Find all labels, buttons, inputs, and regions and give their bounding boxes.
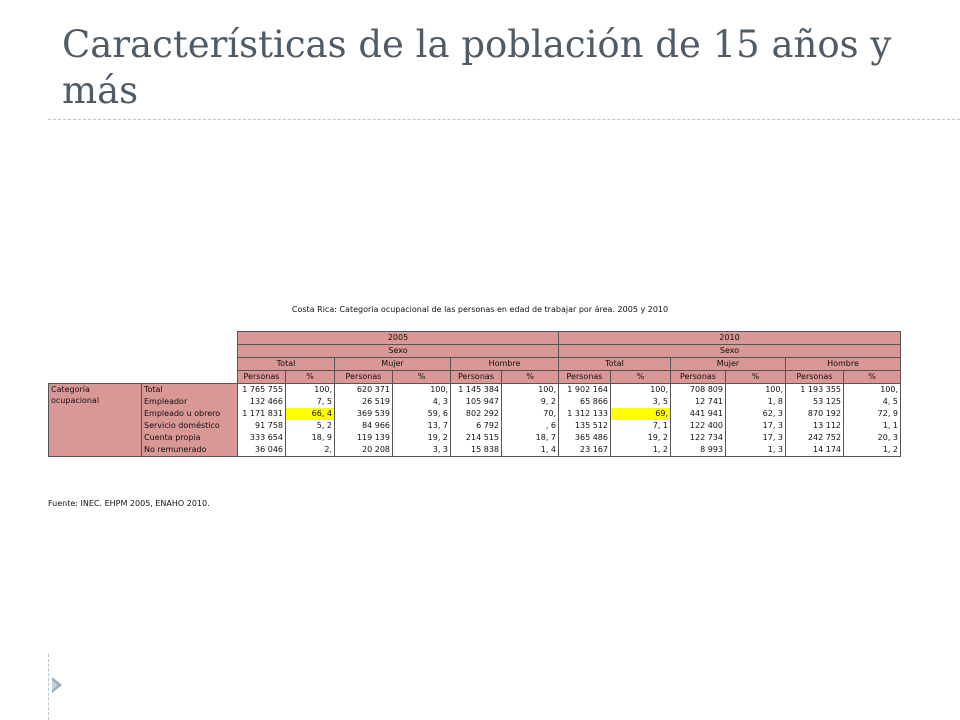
table-cell: 708 809 bbox=[671, 384, 726, 397]
table-cell: 132 466 bbox=[238, 396, 286, 408]
row-label: No remunerado bbox=[142, 444, 238, 457]
table-cell: 369 539 bbox=[335, 408, 393, 420]
table-cell: 59, 6 bbox=[393, 408, 451, 420]
unit-header: Personas bbox=[335, 371, 393, 384]
table-cell: 9, 2 bbox=[502, 396, 559, 408]
table-cell: 365 486 bbox=[559, 432, 611, 444]
table-cell: 19, 2 bbox=[611, 432, 671, 444]
table-cell: 20, 3 bbox=[844, 432, 901, 444]
table-cell: 26 519 bbox=[335, 396, 393, 408]
table-cell: 4, 3 bbox=[393, 396, 451, 408]
table-row bbox=[49, 408, 901, 420]
year-header-row bbox=[49, 332, 901, 345]
table-cell: 13 112 bbox=[786, 420, 844, 432]
table-cell: 1 312 133 bbox=[559, 408, 611, 420]
table-cell: 1, 2 bbox=[844, 444, 901, 457]
table-cell: 14 174 bbox=[786, 444, 844, 457]
table-cell: 620 371 bbox=[335, 384, 393, 397]
table-cell: 3, 5 bbox=[611, 396, 671, 408]
unit-header: Personas bbox=[559, 371, 611, 384]
unit-header: % bbox=[393, 371, 451, 384]
sexo-header-2010: Sexo bbox=[559, 345, 901, 358]
table-cell: 66, 4 bbox=[286, 408, 335, 420]
slide-bullet-icon-inner bbox=[52, 680, 58, 690]
table-cell: 8 993 bbox=[671, 444, 726, 457]
row-label: Empleado u obrero bbox=[142, 408, 238, 420]
group-header: Total bbox=[238, 358, 335, 371]
margin-divider bbox=[48, 654, 49, 720]
unit-header: Personas bbox=[238, 371, 286, 384]
table-cell: 5, 2 bbox=[286, 420, 335, 432]
table-cell: 870 192 bbox=[786, 408, 844, 420]
table-cell: 1 193 355 bbox=[786, 384, 844, 397]
table-cell: 18, 9 bbox=[286, 432, 335, 444]
table-cell: 36 046 bbox=[238, 444, 286, 457]
row-label: Cuenta propia bbox=[142, 432, 238, 444]
table-cell: 13, 7 bbox=[393, 420, 451, 432]
source-note: Fuente: INEC. EHPM 2005, ENAHO 2010. bbox=[48, 499, 210, 508]
table-cell: 18, 7 bbox=[502, 432, 559, 444]
table-cell: 70, bbox=[502, 408, 559, 420]
table-cell: 135 512 bbox=[559, 420, 611, 432]
unit-header: % bbox=[726, 371, 786, 384]
table-cell: 100, bbox=[393, 384, 451, 397]
table-cell: 65 866 bbox=[559, 396, 611, 408]
table-cell: 72, 9 bbox=[844, 408, 901, 420]
table-cell: 1, 1 bbox=[844, 420, 901, 432]
table-cell: , 6 bbox=[502, 420, 559, 432]
table-cell: 7, 5 bbox=[286, 396, 335, 408]
table-cell: 17, 3 bbox=[726, 432, 786, 444]
table-cell: 100, bbox=[844, 384, 901, 397]
table-cell: 17, 3 bbox=[726, 420, 786, 432]
table-cell: 62, 3 bbox=[726, 408, 786, 420]
table-cell: 7, 1 bbox=[611, 420, 671, 432]
table-cell: 1 145 384 bbox=[451, 384, 502, 397]
table-cell: 122 734 bbox=[671, 432, 726, 444]
unit-header: % bbox=[502, 371, 559, 384]
table-cell: 1, 4 bbox=[502, 444, 559, 457]
table-cell: 4, 5 bbox=[844, 396, 901, 408]
table-cell: 105 947 bbox=[451, 396, 502, 408]
group-header: Mujer bbox=[671, 358, 786, 371]
table-cell: 214 515 bbox=[451, 432, 502, 444]
unit-header: Personas bbox=[786, 371, 844, 384]
table-cell: 1 171 831 bbox=[238, 408, 286, 420]
table-cell: 122 400 bbox=[671, 420, 726, 432]
table-row bbox=[49, 444, 901, 457]
table-cell: 69, bbox=[611, 408, 671, 420]
table-cell: 1, 8 bbox=[726, 396, 786, 408]
table-row bbox=[49, 420, 901, 432]
row-label: Empleador bbox=[142, 396, 238, 408]
table-cell: 1, 3 bbox=[726, 444, 786, 457]
year-header-2005: 2005 bbox=[238, 332, 559, 345]
table-cell: 333 654 bbox=[238, 432, 286, 444]
table-cell: 1, 2 bbox=[611, 444, 671, 457]
table-row bbox=[49, 396, 901, 408]
unit-header: % bbox=[611, 371, 671, 384]
sexo-header-row bbox=[49, 345, 901, 358]
table-cell: 84 966 bbox=[335, 420, 393, 432]
category-label: Categoría ocupacional bbox=[49, 384, 142, 457]
slide-title: Características de la población de 15 años y más bbox=[62, 23, 892, 112]
group-header-row bbox=[49, 358, 901, 371]
occupational-category-table bbox=[48, 331, 901, 457]
group-header: Hombre bbox=[451, 358, 559, 371]
row-label: Servicio doméstico bbox=[142, 420, 238, 432]
table-cell: 119 139 bbox=[335, 432, 393, 444]
title-divider bbox=[48, 119, 960, 120]
group-header: Mujer bbox=[335, 358, 451, 371]
table-cell: 100, bbox=[611, 384, 671, 397]
group-header: Hombre bbox=[786, 358, 901, 371]
unit-header: % bbox=[286, 371, 335, 384]
table-cell: 53 125 bbox=[786, 396, 844, 408]
table-cell: 3, 3 bbox=[393, 444, 451, 457]
table-cell: 1 765 755 bbox=[238, 384, 286, 397]
table-row bbox=[49, 384, 901, 397]
table-cell: 91 758 bbox=[238, 420, 286, 432]
table-cell: 20 208 bbox=[335, 444, 393, 457]
unit-header: Personas bbox=[671, 371, 726, 384]
table-cell: 2, bbox=[286, 444, 335, 457]
year-header-2010: 2010 bbox=[559, 332, 901, 345]
table-cell: 15 838 bbox=[451, 444, 502, 457]
group-header: Total bbox=[559, 358, 671, 371]
unit-header-row bbox=[49, 371, 901, 384]
table-cell: 6 792 bbox=[451, 420, 502, 432]
table-cell: 100, bbox=[726, 384, 786, 397]
table-body bbox=[49, 384, 901, 457]
table-cell: 100, bbox=[286, 384, 335, 397]
sexo-header-2005: Sexo bbox=[238, 345, 559, 358]
unit-header: Personas bbox=[451, 371, 502, 384]
table-cell: 12 741 bbox=[671, 396, 726, 408]
table-cell: 802 292 bbox=[451, 408, 502, 420]
table-row bbox=[49, 432, 901, 444]
row-label: Total bbox=[142, 384, 238, 397]
table-cell: 100, bbox=[502, 384, 559, 397]
unit-header: % bbox=[844, 371, 901, 384]
table-cell: 19, 2 bbox=[393, 432, 451, 444]
table-cell: 441 941 bbox=[671, 408, 726, 420]
table-cell: 1 902 164 bbox=[559, 384, 611, 397]
table-cell: 242 752 bbox=[786, 432, 844, 444]
table-cell: 23 167 bbox=[559, 444, 611, 457]
table-caption: Costa Rica: Categoría ocupacional de las personas en edad de trabajar por área. 2005 y 2010 bbox=[291, 305, 669, 314]
